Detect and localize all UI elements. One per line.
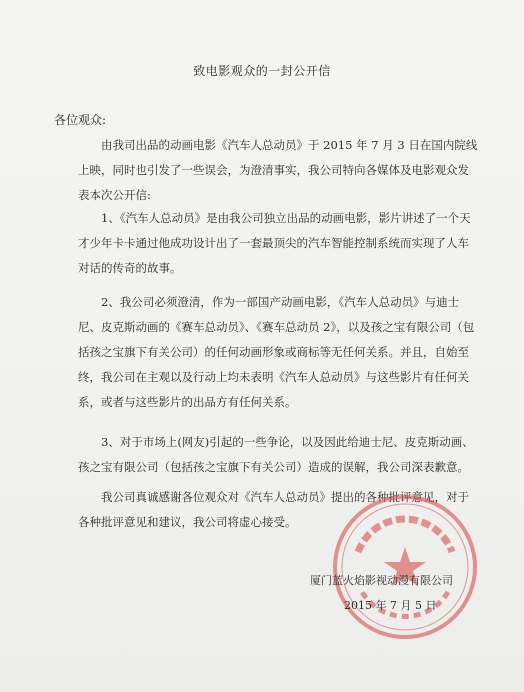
signature-company: 厦门蓝火焰影视动漫有限公司 — [310, 574, 453, 587]
letter-salutation: 各位观众: — [54, 113, 107, 127]
letter-title: 致电影观众的一封公开信 — [193, 64, 331, 78]
company-seal-stamp — [330, 492, 480, 642]
paragraph-intro: 由我司出品的动画电影《汽车人总动员》于 2015 年 7 月 3 日在国内院线上映，同时也引发了一些误会，为澄清事实，我公司特向各媒体及电影观众发表本次公开信: — [78, 138, 478, 202]
signature-date: 2015 年 7 月 5 日 — [344, 599, 437, 612]
paragraph-point-2: 2、我公司必须澄清，作为一部国产动画电影，《汽车人总动员》与迪士尼、皮克斯动画的《赛车总动员》、《赛车总动员 2》，以及孩之宝有限公司（包括孩之宝旗下有关公司）的任何动画形象或商标等无任何关系。并且，自始至终，我公司在主观以及行动上均未表明《汽车人总动员》与这些影片有任何关系，或者与这些影片的出品方有任何关系。 — [78, 295, 475, 409]
paragraph-point-3: 3、对于市场上(网友)引起的一些争论，以及因此给迪士尼、皮克斯动画、孩之宝有限公司（包括孩之宝旗下有关公司）造成的误解，我公司深表歉意。 — [78, 435, 474, 474]
paragraph-point-1: 1、《汽车人总动员》是由我公司独立出品的动画电影，影片讲述了一个天才少年卡卡通过他成功设计出了一套最顶尖的汽车智能控制系统而实现了人车对话的传奇的故事。 — [78, 211, 471, 275]
paragraph-closing: 我公司真诚感谢各位观众对《汽车人总动员》提出的各种批评意见，对于各种批评意见和建议，我公司将虚心接受。 — [78, 490, 469, 529]
signature-block — [310, 568, 453, 618]
